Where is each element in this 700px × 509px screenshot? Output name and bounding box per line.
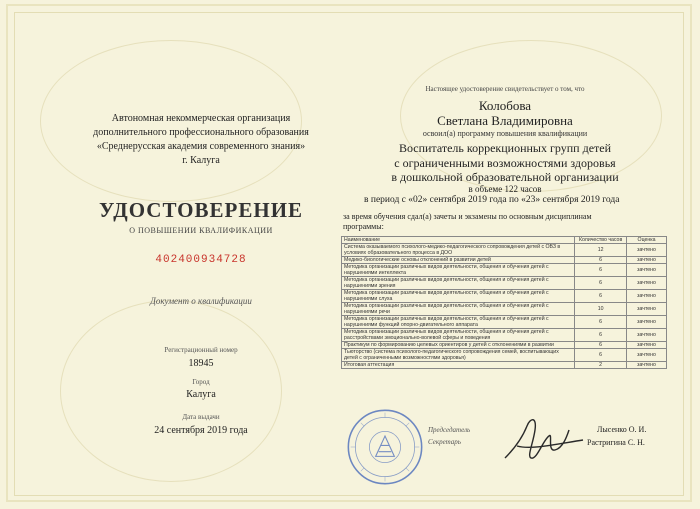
table-row — [342, 316, 667, 329]
exams-text-cont: программы: — [343, 222, 384, 231]
subject-hours: 6 — [575, 277, 627, 290]
subject-name: Методика организации различных видов деятельности, общения и обучения детей с нарушениями функций опорно-двигательного аппарата — [342, 316, 575, 329]
subject-name: Медико-биологические основы отклонений в развитии детей — [342, 257, 575, 264]
subject-grade: зачтено — [627, 349, 667, 362]
subject-name: Методика организации различных видов деятельности, общения и обучения детей с нарушениями речи — [342, 303, 575, 316]
table-row — [342, 264, 667, 277]
secretary-label: Секретарь — [428, 438, 461, 446]
subject-name: Методика организации различных видов деятельности, общения и обучения детей с нарушениями зрения — [342, 277, 575, 290]
table-row — [342, 329, 667, 342]
header-hours: Количество часов — [575, 237, 627, 244]
organization-line4: г. Калуга — [182, 155, 220, 166]
certificate-subtitle: О ПОВЫШЕНИИ КВАЛИФИКАЦИИ — [129, 226, 273, 235]
subject-hours: 6 — [575, 316, 627, 329]
subject-hours: 6 — [575, 349, 627, 362]
table-row — [342, 290, 667, 303]
program-line3: в дошкольной образовательной организации — [391, 170, 619, 184]
table-row — [342, 303, 667, 316]
program-volume: в объеме 122 часов — [468, 184, 542, 194]
subject-grade: зачтено — [627, 290, 667, 303]
table-row — [342, 342, 667, 349]
organization-line1: Автономная некоммерческая организация — [111, 113, 291, 124]
program-line2: с ограниченными возможностями здоровья — [394, 156, 616, 170]
subject-grade: зачтено — [627, 303, 667, 316]
registration-label: Регистрационный номер — [164, 346, 238, 354]
program-period: в период с «02» сентября 2019 года по «23» сентября 2019 года — [364, 195, 620, 205]
subject-hours: 6 — [575, 290, 627, 303]
subject-hours: 6 — [575, 257, 627, 264]
table-row — [342, 349, 667, 362]
table-row — [342, 362, 667, 369]
registration-number: 18945 — [188, 358, 214, 369]
organization-line2: дополнительного профессионального образования — [93, 127, 309, 138]
subject-hours: 12 — [575, 244, 627, 257]
subject-hours: 10 — [575, 303, 627, 316]
subjects-table — [341, 236, 667, 369]
subject-name: Практикум по формированию целевых ориентиров у детей с отклонениями в развитии — [342, 342, 575, 349]
subject-name: Тьюторство (система психолого-педагогического сопровождения семей, воспитывающих детей с ограниченными возможностями здоровья) — [342, 349, 575, 362]
recipient-name: Светлана Владимировна — [437, 113, 573, 128]
subject-hours: 6 — [575, 329, 627, 342]
table-row — [342, 244, 667, 257]
subject-grade: зачтено — [627, 329, 667, 342]
program-line1: Воспитатель коррекционных групп детей — [398, 141, 612, 155]
mastered-text: освоил(а) программу повышения квалификации — [422, 129, 588, 138]
subject-grade: зачтено — [627, 342, 667, 349]
recipient-surname: Колобова — [478, 98, 532, 113]
director-name: Лысенко О. И. — [597, 425, 647, 434]
subject-name: Методика организации различных видов деятельности, общения и обучения детей с нарушениями слуха — [342, 290, 575, 303]
intro-text: Настоящее удостоверение свидетельствует о том, что — [425, 85, 585, 93]
subject-grade: зачтено — [627, 277, 667, 290]
subject-name: Методика организации различных видов деятельности, общения и обучения детей с расстройствами эмоционально-волевой сферы и поведения — [342, 329, 575, 342]
subject-hours: 2 — [575, 362, 627, 369]
subject-grade: зачтено — [627, 316, 667, 329]
subject-name: Методика организации различных видов деятельности, общения и обучения детей с нарушениями интеллекта — [342, 264, 575, 277]
director-label: Председатель — [428, 426, 471, 434]
table-row — [342, 277, 667, 290]
organization-line3: «Среднерусская академия современного знания» — [96, 141, 306, 152]
table-row — [342, 257, 667, 264]
issue-date-value: 24 сентября 2019 года — [154, 425, 248, 436]
subject-hours: 6 — [575, 342, 627, 349]
handwritten-signature-icon — [497, 406, 587, 474]
subject-grade: зачтено — [627, 244, 667, 257]
secretary-name: Растригина С. Н. — [587, 438, 645, 447]
exams-text: за время обучения сдал(а) зачеты и экзамены по основным дисциплинам — [343, 212, 592, 221]
serial-number: 402400934728 — [155, 254, 247, 266]
table-header-row — [342, 237, 667, 244]
header-grade: Оценка — [627, 237, 667, 244]
document-type: Документ о квалификации — [150, 296, 252, 306]
official-seal-icon — [346, 408, 424, 486]
subject-grade: зачтено — [627, 264, 667, 277]
subject-name: Система оказываемого психолого-медико-педагогического сопровождения детей с ОВЗ в условиях образовательного процесса в ДОО — [342, 244, 575, 257]
city-label: Город — [192, 378, 210, 386]
subject-hours: 6 — [575, 264, 627, 277]
subject-name: Итоговая аттестация — [342, 362, 575, 369]
issue-date-label: Дата выдачи — [182, 413, 220, 421]
header-name: Наименование — [342, 237, 575, 244]
subject-grade: зачтено — [627, 362, 667, 369]
certificate-title: УДОСТОВЕРЕНИЕ — [98, 198, 304, 222]
subject-grade: зачтено — [627, 257, 667, 264]
city-value: Калуга — [186, 389, 216, 400]
